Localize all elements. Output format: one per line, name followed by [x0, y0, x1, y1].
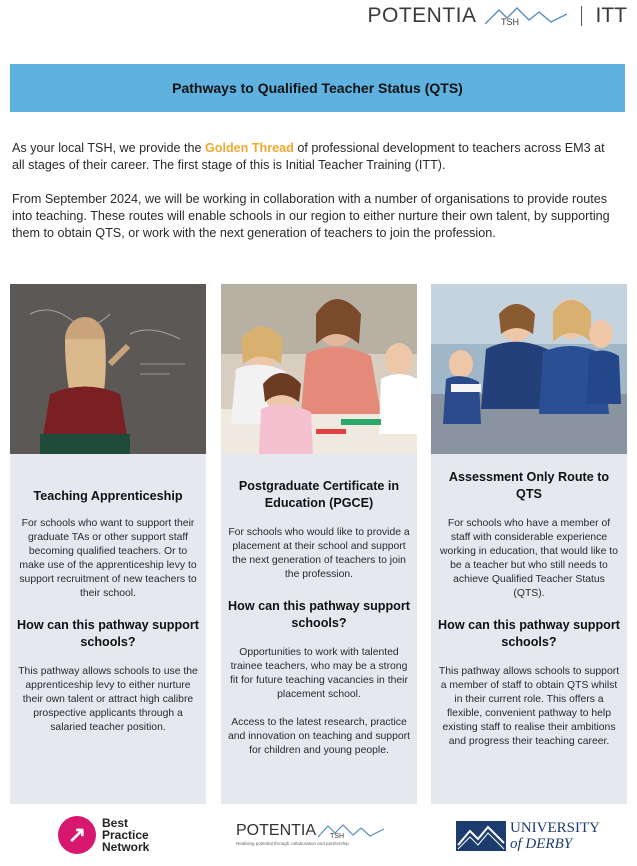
best-practice-network-logo	[58, 816, 149, 854]
card-support-heading: How can this pathway support schools?	[17, 618, 199, 649]
intro-section	[12, 140, 620, 259]
derby-line-1: UNIVERSITY	[510, 820, 600, 836]
potentia-tagline: Realising potential through collaboration and partnership	[236, 841, 349, 846]
derby-text	[510, 820, 600, 852]
golden-thread-highlight: Golden Thread	[204, 141, 294, 155]
page-title: Pathways to Qualified Teacher Status (QTS)	[172, 80, 463, 96]
brand-divider	[581, 6, 582, 26]
card-support-text: Opportunities to work with talented trainee teachers, who may be a strong fit for future teaching vacancies in their placement school.	[230, 647, 408, 700]
intro-p1-end: of professional development to teachers across EM3 at all stages of their career. The first stage of this is Initial Teacher Training (ITT).	[12, 141, 605, 172]
footer-logos	[0, 812, 637, 866]
bpn-text	[102, 817, 149, 853]
photo-teacher-with-children	[221, 284, 417, 454]
card-description: For schools who have a member of staff with considerable experience working in education, that would like to be a teacher but who still needs to achieve Qualified Teacher Status (QTS).	[440, 518, 618, 599]
derby-line-2-text: of DERBY	[510, 836, 573, 852]
card-support-text-2: Access to the latest research, practice and innovation on teaching and support for children and young people.	[228, 717, 410, 756]
card-description: For schools who want to support their graduate TAs or other support staff becoming qualified teachers. Or to make use of the apprenticeship levy to support recruitment of new teachers to their school.	[19, 518, 197, 599]
photo-pupils-in-classroom	[431, 284, 627, 454]
university-of-derby-logo	[456, 820, 600, 852]
card-support-text: This pathway allows schools to use the apprenticeship levy to either nurture their own talent or attract high calibre prospective applicants through a salaried teacher position.	[18, 666, 198, 733]
photo-teacher-chalkboard	[10, 284, 206, 454]
card-title: Postgraduate Certificate in Education (PGCE)	[238, 479, 400, 510]
bpn-line-2: Practice	[102, 828, 149, 842]
bpn-line-3: Network	[102, 840, 150, 854]
tsh-mountain-icon	[485, 6, 567, 26]
card-body	[10, 488, 206, 735]
potentia-footer-logo	[236, 822, 384, 846]
intro-p1-start: As your local TSH, we provide the	[12, 141, 205, 155]
potentia-footer-letters: TSH	[330, 833, 345, 839]
derby-line-2	[510, 836, 600, 852]
card-body	[221, 478, 417, 758]
intro-paragraph-1	[12, 140, 620, 174]
card-support-heading: How can this pathway support schools?	[438, 618, 620, 649]
intro-paragraph-2: From September 2024, we will be working in collaboration with a number of organisations to provide routes into teaching. These routes will enable schools in our region to either nurture their own talent, by supporting them to obtain QTS, or work with the next generation of teachers to join the profession.	[12, 192, 610, 240]
card-support-heading: How can this pathway support schools?	[228, 599, 410, 630]
tsh-letters: TSH	[500, 17, 519, 26]
card-body	[431, 469, 627, 749]
title-bar	[10, 64, 625, 112]
card-assessment-only	[431, 284, 627, 804]
card-teaching-apprenticeship	[10, 284, 206, 804]
potentia-footer-name: POTENTIA	[236, 822, 317, 839]
brand-itt: ITT	[595, 4, 627, 27]
card-pgce	[221, 284, 417, 804]
bpn-line-1: Best	[102, 816, 129, 830]
card-title: Teaching Apprenticeship	[33, 489, 183, 503]
card-title: Assessment Only Route to QTS	[448, 470, 610, 501]
brand-name: POTENTIA	[367, 4, 477, 27]
bpn-arrow-icon: ↗	[58, 816, 96, 854]
card-description: For schools who would like to provide a placement at their school and support the next generation of teachers to join the profession.	[228, 527, 410, 580]
card-support-text: This pathway allows schools to support a member of staff to obtain QTS whilst in their current role. This offers a flexible, convenient pathway to help existing staff to realise their ambitions and progress their teaching career.	[438, 666, 620, 747]
header-logo	[367, 4, 627, 28]
derby-mountain-icon	[456, 821, 506, 851]
potentia-footer-mountain-icon	[318, 823, 384, 839]
